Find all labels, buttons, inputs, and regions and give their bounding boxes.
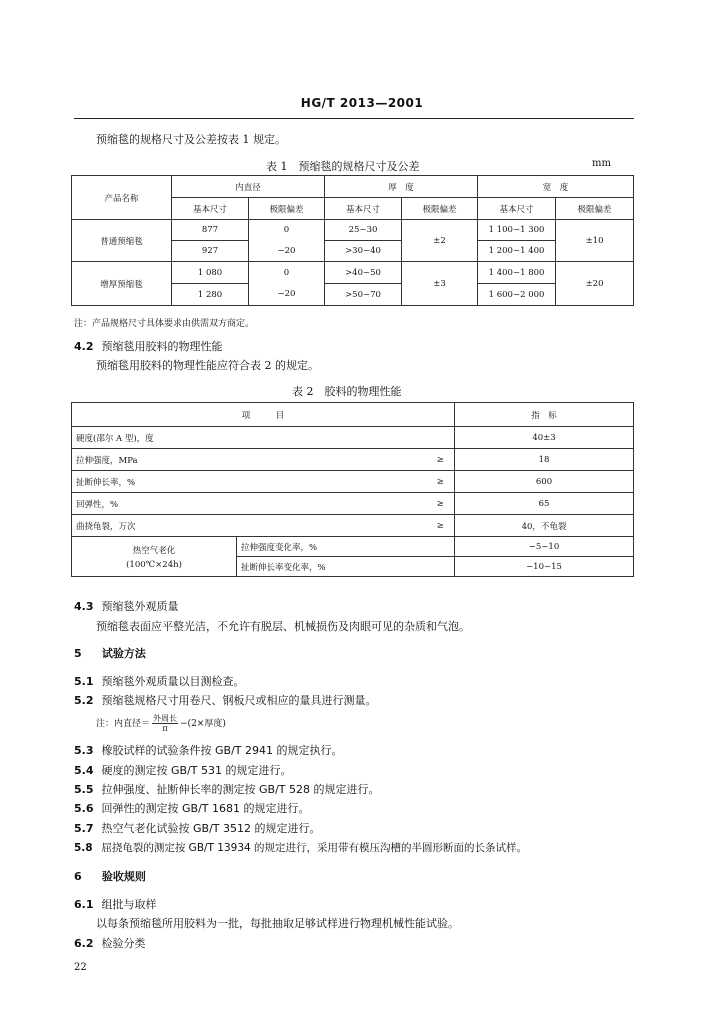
section-5-3 [74,742,342,758]
document-header: HG/T 2013—2001 [300,96,424,110]
formula-fraction [152,714,178,733]
t1-sub-basic: 基本尺寸 [172,198,249,220]
t2-aging-label [72,537,237,577]
page-number: 22 [74,962,87,973]
section-5-1 [74,673,245,689]
t2-row-elongation: 扯断伸长率，% [72,471,427,493]
section-number: 5.1 [74,675,94,688]
t2-cmp: ≥ [427,471,455,493]
section-6-1 [74,896,157,912]
formula-suffix: −(2×厚度) [180,719,226,729]
t1-head-name: 产品名称 [72,176,172,220]
formula-numerator: 外周长 [153,714,178,723]
t1-row1-width-a: 1 100~1 300 [478,220,556,241]
t1-row2-width-b: 1 600~2 000 [478,284,556,306]
t1-sub-basic: 基本尺寸 [325,198,402,220]
t2-aging-tensile: 拉伸强度变化率，% [237,537,455,557]
t1-row2-width-a: 1 400~1 800 [478,262,556,284]
t1-row1-widthtol: ±10 [556,220,634,262]
section-number: 5.7 [74,822,94,835]
section-5-2 [74,692,377,708]
t2-cmp: ≥ [427,515,455,537]
section-6 [74,868,146,884]
t2-aging-elongation: 扯断伸长率变化率，% [237,557,455,577]
t1-sub-tol: 极限偏差 [556,198,634,220]
t2-cmp: ≥ [427,493,455,515]
section-5-8 [74,840,527,855]
t1-sub-tol: 极限偏差 [402,198,478,220]
t1-row1-name: 普通预缩毯 [72,220,172,262]
section-number: 5.8 [74,842,93,854]
section-text: 预缩毯规格尺寸用卷尺、钢板尺或相应的量具进行测量。 [101,694,377,707]
formula-note [96,712,226,736]
t2-value: 40，不龟裂 [455,515,634,537]
t2-row-tensile: 拉伸强度，MPa [72,449,427,471]
t2-row-flex-crack: 曲挠龟裂，万次 [72,515,427,537]
t1-row2-thicktol: ±3 [402,262,478,306]
section-number: 5.4 [74,764,94,777]
t2-value: 600 [455,471,634,493]
section-number: 5.6 [74,802,94,815]
section-6-2 [74,935,146,951]
t1-row2-diam-a: 1 080 [172,262,249,284]
t1-row2-thick-a: >40~50 [325,262,402,284]
t2-value: 40±3 [455,427,634,449]
t2-cmp: ≥ [427,449,455,471]
header-rule [74,118,634,119]
section-text: 预缩毯外观质量以目测检查。 [101,675,245,688]
section-title: 检验分类 [101,937,146,950]
t1-row2-thick-b: >50~70 [325,284,402,306]
t2-row-hardness: 硬度(邵尔 A 型)，度 [72,427,427,449]
table1-note: 注：产品规格尺寸具体要求由供需双方商定。 [74,319,255,329]
section-text: 橡胶试样的试验条件按 GB/T 2941 的规定执行。 [101,744,343,757]
section-number: 4.2 [74,340,94,353]
section-5-5 [74,781,379,797]
section-number: 6 [74,870,82,883]
t1-sub-tol: 极限偏差 [249,198,325,220]
section-number: 5 [74,647,82,660]
section-text: 硬度的测定按 GB/T 531 的规定进行。 [101,764,292,777]
section-title: 预缩毯用胶料的物理性能 [101,340,223,353]
t1-row2-diamtol-b: −20 [249,284,325,306]
section-5-6 [74,800,309,816]
t2-cmp [427,427,455,449]
section-number: 6.1 [74,898,94,911]
table2-caption: 表 2 胶料的物理性能 [292,385,402,398]
t1-row1-thick-a: 25~30 [325,220,402,241]
t2-value: −5~10 [455,537,634,557]
t1-row1-thick-b: >30~40 [325,241,402,262]
t2-row-resilience: 回弹性，% [72,493,427,515]
section-number: 6.2 [74,937,94,950]
t1-row1-diamtol-b: −20 [249,241,325,262]
table1-caption: 表 1 预缩毯的规格尺寸及公差 [266,160,420,173]
section-4-3-text: 预缩毯表面应平整光洁，不允许有脱层、机械损伤及肉眼可见的杂质和气泡。 [96,620,470,633]
t1-head-thickness: 厚 度 [325,176,478,198]
t1-row2-widthtol: ±20 [556,262,634,306]
section-number: 5.5 [74,783,94,796]
t1-row2-diam-b: 1 280 [172,284,249,306]
t2-value: 65 [455,493,634,515]
t2-head-item: 项 目 [72,403,455,427]
t2-value: −10~15 [455,557,634,577]
t1-row1-diam-b: 927 [172,241,249,262]
section-4-3 [74,598,179,614]
section-4-2-text: 预缩毯用胶料的物理性能应符合表 2 的规定。 [96,359,319,372]
section-text: 回弹性的测定按 GB/T 1681 的规定进行。 [101,802,310,815]
t1-head-diameter: 内直径 [172,176,325,198]
section-title: 试验方法 [101,647,146,660]
section-text: 拉伸强度、扯断伸长率的测定按 GB/T 528 的规定进行。 [101,783,380,796]
t2-value: 18 [455,449,634,471]
t2-aging-title: 热空气老化 [132,545,176,556]
section-6-1-text: 以每条预缩毯所用胶料为一批，每批抽取足够试样进行物理机械性能试验。 [96,917,459,930]
t1-row1-diamtol-a: 0 [249,220,325,241]
t1-row1-diam-a: 877 [172,220,249,241]
t1-row2-diamtol-a: 0 [249,262,325,284]
t2-head-index: 指 标 [455,403,634,427]
t1-row1-thicktol: ±2 [402,220,478,262]
t1-row2-name: 增厚预缩毯 [72,262,172,306]
intro-text: 预缩毯的规格尺寸及公差按表 1 规定。 [96,133,286,146]
formula-denominator: π [162,724,168,733]
t2-aging-cond: (100℃×24h) [126,559,182,570]
formula-prefix: 注：内直径＝ [96,719,151,729]
section-number: 5.3 [74,744,94,757]
section-title: 组批与取样 [101,898,157,911]
section-5 [74,645,146,661]
section-5-4 [74,762,291,778]
table1-unit: mm [592,158,611,169]
section-text: 热空气老化试验按 GB/T 3512 的规定进行。 [101,822,321,835]
t1-row1-width-b: 1 200~1 400 [478,241,556,262]
section-number: 4.3 [74,600,94,613]
section-title: 预缩毯外观质量 [101,600,179,613]
section-5-7 [74,820,320,836]
table2 [71,402,634,577]
section-title: 验收规则 [101,870,146,883]
table1 [71,175,634,306]
t1-head-width: 宽 度 [478,176,634,198]
section-number: 5.2 [74,694,94,707]
section-text: 屈挠龟裂的测定按 GB/T 13934 的规定进行，采用带有模压沟槽的半圆形断面的长条试样。 [101,842,528,854]
section-4-2 [74,338,223,354]
t1-sub-basic: 基本尺寸 [478,198,556,220]
